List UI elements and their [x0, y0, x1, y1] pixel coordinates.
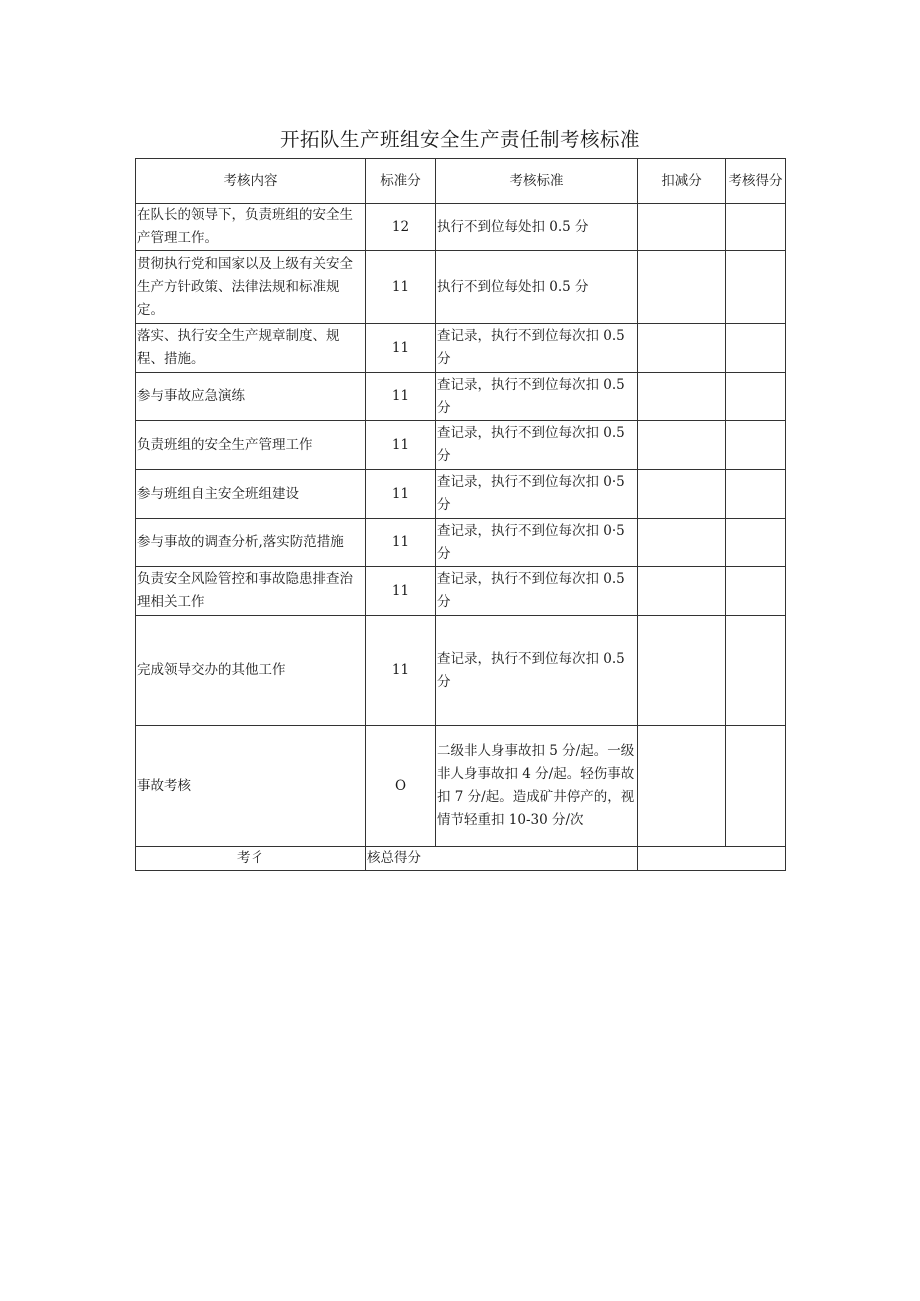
row-result-cell[interactable] [726, 324, 786, 373]
row-content: 完成领导交办的其他工作 [136, 616, 366, 726]
header-result: 考核得分 [726, 159, 786, 204]
row-result-cell[interactable] [726, 373, 786, 421]
row-deduction-cell[interactable] [638, 519, 726, 567]
header-deduction: 扣减分 [638, 159, 726, 204]
row-standard: 查记录，执行不到位每次扣 0.5 分 [436, 567, 638, 616]
row-deduction-cell[interactable] [638, 373, 726, 421]
row-score: 11 [366, 616, 436, 726]
page-title: 开拓队生产班组安全生产责任制考核标准 [279, 128, 640, 151]
row-result-cell[interactable] [726, 251, 786, 324]
header-standard: 考核标准 [436, 159, 638, 204]
total-score-cell[interactable] [638, 847, 786, 871]
row-score: 11 [366, 421, 436, 470]
header-score: 标准分 [366, 159, 436, 204]
row-deduction-cell[interactable] [638, 616, 726, 726]
row-content: 事故考核 [136, 726, 366, 847]
row-standard: 查记录，执行不到位每次扣 0.5 分 [436, 324, 638, 373]
table-row [136, 421, 786, 470]
row-content: 负责安全风险管控和事故隐患排查治理相关工作 [136, 567, 366, 616]
row-deduction-cell[interactable] [638, 567, 726, 616]
row-result-cell[interactable] [726, 616, 786, 726]
row-content: 贯彻执行党和国家以及上级有关安全生产方针政策、法律法规和标准规定。 [136, 251, 366, 324]
table-row [136, 726, 786, 847]
row-score: 11 [366, 373, 436, 421]
row-content: 参与班组自主安全班组建设 [136, 470, 366, 519]
row-score: 11 [366, 567, 436, 616]
row-result-cell[interactable] [726, 519, 786, 567]
row-deduction-cell[interactable] [638, 726, 726, 847]
row-content: 落实、执行安全生产规章制度、规程、措施。 [136, 324, 366, 373]
row-deduction-cell[interactable] [638, 251, 726, 324]
row-score: O [366, 726, 436, 847]
table-row [136, 251, 786, 324]
row-standard: 执行不到位每处扣 0.5 分 [436, 204, 638, 251]
row-content: 参与事故应急演练 [136, 373, 366, 421]
table-row [136, 567, 786, 616]
row-deduction-cell[interactable] [638, 204, 726, 251]
row-result-cell[interactable] [726, 567, 786, 616]
row-score: 11 [366, 324, 436, 373]
table-row [136, 519, 786, 567]
row-deduction-cell[interactable] [638, 324, 726, 373]
row-standard: 查记录，执行不到位每次扣 0·5 分 [436, 519, 638, 567]
table-row [136, 324, 786, 373]
row-score: 11 [366, 519, 436, 567]
row-score: 12 [366, 204, 436, 251]
assessment-table [135, 158, 786, 871]
table-row [136, 204, 786, 251]
row-result-cell[interactable] [726, 421, 786, 470]
row-result-cell[interactable] [726, 726, 786, 847]
row-deduction-cell[interactable] [638, 421, 726, 470]
footer-label-left: 考彳 [136, 847, 366, 871]
table-row [136, 616, 786, 726]
row-standard: 查记录，执行不到位每次扣 0.5 分 [436, 373, 638, 421]
footer-label-right: 核总得分 [366, 847, 638, 871]
table-row [136, 470, 786, 519]
row-standard: 查记录，执行不到位每次扣 0·5 分 [436, 470, 638, 519]
table-footer-row [136, 847, 786, 871]
table-header-row [136, 159, 786, 204]
row-standard: 查记录，执行不到位每次扣 0.5 分 [436, 616, 638, 726]
row-standard: 二级非人身事故扣 5 分/起。一级非人身事故扣 4 分/起。轻伤事故扣 7 分/起。造成矿井停产的，视情节轻重扣 10-30 分/次 [436, 726, 638, 847]
row-result-cell[interactable] [726, 204, 786, 251]
table-row [136, 373, 786, 421]
row-content: 参与事故的调查分析,落实防范措施 [136, 519, 366, 567]
row-score: 11 [366, 470, 436, 519]
row-content: 在队长的领导下，负责班组的安全生产管理工作。 [136, 204, 366, 251]
row-deduction-cell[interactable] [638, 470, 726, 519]
header-content: 考核内容 [136, 159, 366, 204]
row-standard: 执行不到位每处扣 0.5 分 [436, 251, 638, 324]
row-standard: 查记录，执行不到位每次扣 0.5 分 [436, 421, 638, 470]
row-result-cell[interactable] [726, 470, 786, 519]
row-content: 负责班组的安全生产管理工作 [136, 421, 366, 470]
row-score: 11 [366, 251, 436, 324]
